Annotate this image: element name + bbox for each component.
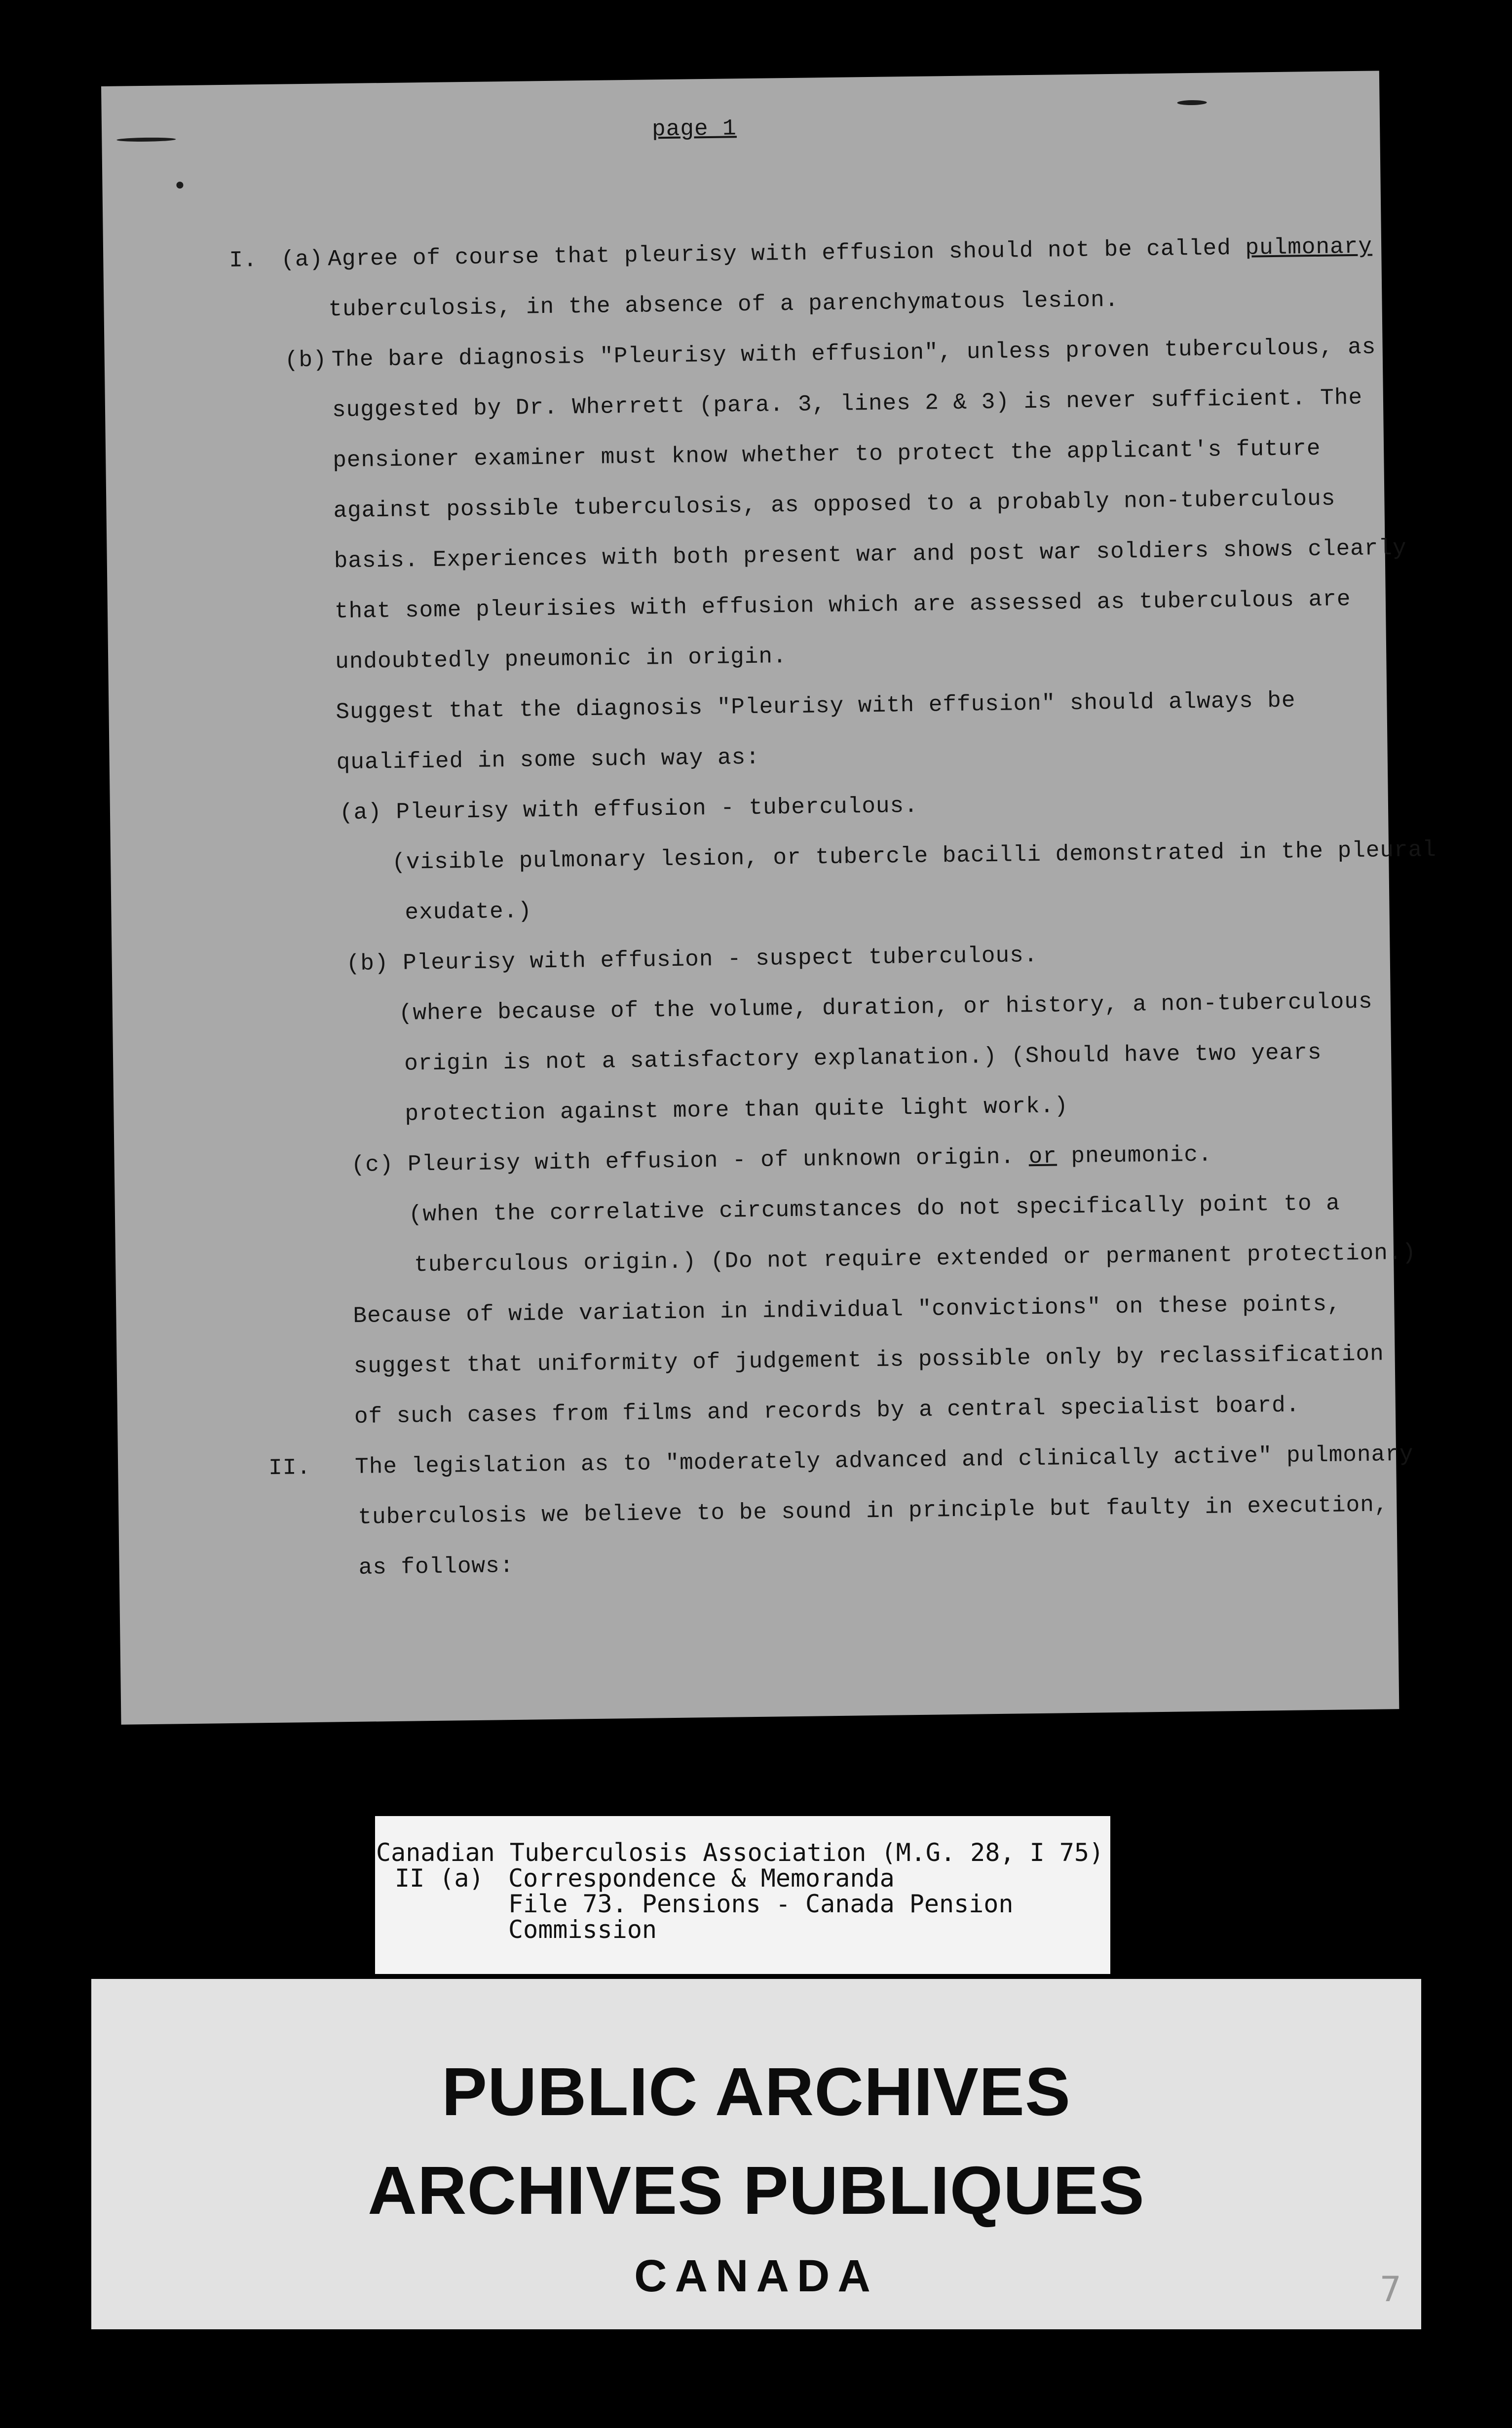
typewritten-page <box>101 71 1437 1724</box>
banner-title-fr: ARCHIVES PUBLIQUES <box>368 2153 1145 2229</box>
text-line <box>328 234 1372 272</box>
section-number: II. <box>268 1455 311 1481</box>
text-line: Because of wide variation in individual "convictions" on these points, <box>353 1291 1341 1329</box>
text-line-content: pneumonic. <box>1057 1141 1212 1170</box>
text-line: that some pleurisies with effusion which are assessed as tuberculous are <box>334 586 1351 625</box>
item-marker: (b) <box>284 347 327 374</box>
text-line: pensioner examiner must know whether to protect the applicant's future <box>332 435 1321 474</box>
text-line: qualified in some such way as: <box>336 744 760 776</box>
text-line <box>351 1142 1212 1178</box>
text-line: protection against more than quite light work.) <box>405 1093 1069 1127</box>
text-line: against possible tuberculosis, as opposed to a probably non-tuberculous <box>333 486 1336 524</box>
label-line: II (a) <box>395 1864 484 1893</box>
text-line: The legislation as to "moderately advanced and clinically active" pulmonary <box>354 1441 1414 1480</box>
text-line: undoubtedly pneumonic in origin. <box>335 644 787 675</box>
archives-banner <box>91 1979 1421 2329</box>
text-line: (a) Pleurisy with effusion - tuberculous. <box>339 793 919 826</box>
text-line: of such cases from films and records by a central specialist board. <box>354 1392 1300 1430</box>
text-line: Suggest that the diagnosis "Pleurisy with effusion" should always be <box>336 687 1296 725</box>
text-line-content: (c) Pleurisy with effusion - of unknown origin. <box>351 1144 1029 1178</box>
text-line: (visible pulmonary lesion, or tubercle bacilli demonstrated in the pleural <box>391 837 1437 875</box>
text-line: suggest that uniformity of judgement is possible only by reclassification <box>353 1341 1385 1379</box>
text-line: suggested by Dr. Wherrett (para. 3, lines 2 & 3) is never sufficient. The <box>332 384 1363 423</box>
corner-mark: 7 <box>1379 2269 1401 2310</box>
ink-speck <box>176 182 183 189</box>
text-line: exudate.) <box>405 898 532 926</box>
text-line: tuberculosis we believe to be sound in principle but faulty in execution, <box>358 1492 1389 1530</box>
ink-speck <box>116 137 176 142</box>
label-line: Canadian Tuberculosis Association (M.G. 28, I 75) <box>376 1838 1104 1867</box>
label-line: Commission <box>508 1915 657 1944</box>
text-line: as follows: <box>358 1553 514 1581</box>
text-line: (where because of the volume, duration, or history, a non-tuberculous <box>398 988 1373 1026</box>
label-line: Correspondence & Memoranda <box>508 1864 895 1893</box>
text-line: tuberculosis, in the absence of a parenchymatous lesion. <box>328 287 1119 323</box>
text-line: origin is not a satisfactory explanation.) (Should have two years <box>404 1039 1322 1077</box>
item-marker: (a) <box>281 246 324 273</box>
banner-country: CANADA <box>634 2251 878 2301</box>
archive-reference-label <box>375 1816 1110 1974</box>
ink-speck <box>1177 100 1207 106</box>
underlined-word: or <box>1028 1143 1058 1170</box>
section-number: I. <box>229 247 258 273</box>
text-line: tuberculous origin.) (Do not require extended or permanent protection.) <box>414 1240 1417 1278</box>
banner-title-en: PUBLIC ARCHIVES <box>442 2054 1071 2130</box>
label-line: File 73. Pensions - Canada Pension <box>508 1890 1014 1918</box>
text-line-content: Agree of course that pleurisy with effusion should not be called <box>327 235 1246 272</box>
text-line: basis. Experiences with both present war and post war soldiers shows clearly <box>334 535 1407 574</box>
page-number: page 1 <box>651 115 737 143</box>
text-line: (b) Pleurisy with effusion - suspect tuberculous. <box>346 942 1038 977</box>
underlined-word: pulmonary <box>1245 233 1373 261</box>
text-line: The bare diagnosis "Pleurisy with effusion", unless proven tuberculous, as <box>331 334 1376 373</box>
text-line: (when the correlative circumstances do not specifically point to a <box>408 1190 1341 1228</box>
